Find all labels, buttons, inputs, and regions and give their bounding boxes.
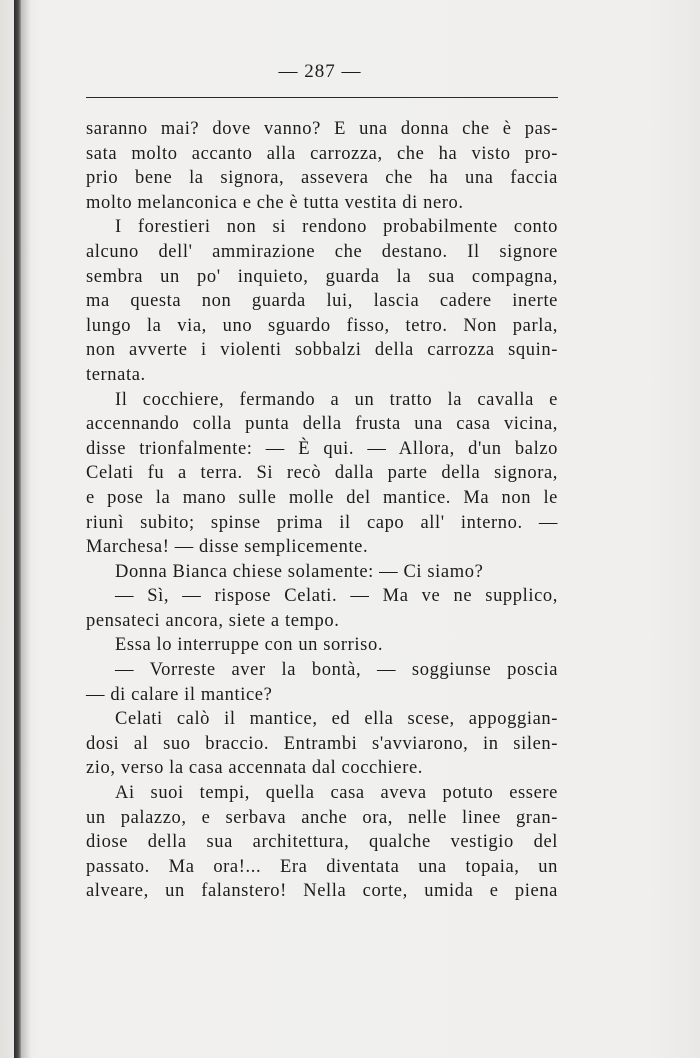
text-line: lungo la via, uno sguardo fisso, tetro. Non parla, bbox=[86, 315, 558, 336]
book-spine-edge bbox=[14, 0, 21, 1058]
text-line: Marchesa! — disse semplicemente. bbox=[86, 537, 369, 558]
text-line: molto melanconica e che è tutta vestita di nero. bbox=[86, 192, 464, 213]
text-line: pensateci ancora, siete a tempo. bbox=[86, 610, 340, 631]
text-line: Il cocchiere, fermando a un tratto la cavalla e bbox=[115, 389, 558, 410]
spine-shadow bbox=[21, 0, 31, 1058]
text-line: — Sì, — rispose Celati. — Ma ve ne supplico, bbox=[115, 586, 558, 607]
text-line: non avverte i violenti sobbalzi della carrozza squin- bbox=[86, 340, 558, 361]
text-line: alveare, un falanstero! Nella corte, umida e piena bbox=[86, 881, 558, 902]
text-line: — di calare il mantice? bbox=[86, 684, 273, 705]
text-line: Essa lo interruppe con un sorriso. bbox=[115, 635, 384, 656]
text-line: e pose la mano sulle molle del mantice. Ma non le bbox=[86, 487, 558, 508]
text-line: — Vorreste aver la bontà, — soggiunse poscia bbox=[115, 660, 558, 681]
text-line: sembra un po' inquieto, guarda la sua compagna, bbox=[86, 266, 558, 287]
body-text bbox=[86, 117, 558, 904]
text-line: saranno mai? dove vanno? E una donna che è pas- bbox=[86, 119, 558, 139]
text-line: Donna Bianca chiese solamente: — Ci siamo? bbox=[115, 561, 484, 582]
text-line: sata molto accanto alla carrozza, che ha visto pro- bbox=[86, 143, 558, 164]
page-number: — 287 — bbox=[278, 61, 362, 82]
text-line: ternata. bbox=[86, 364, 146, 385]
header-rule bbox=[86, 97, 558, 98]
text-line: Celati fu a terra. Si recò dalla parte della signora, bbox=[86, 463, 558, 484]
text-line: Ai suoi tempi, quella casa aveva potuto essere bbox=[115, 783, 558, 804]
text-line: zio, verso la casa accennata dal cocchiere. bbox=[86, 758, 424, 779]
text-line: dosi al suo braccio. Entrambi s'avviarono, in silen- bbox=[86, 733, 558, 754]
text-line: Celati calò il mantice, ed ella scese, appoggian- bbox=[115, 709, 558, 730]
text-line: accennando colla punta della frusta una casa vicina, bbox=[86, 414, 558, 435]
text-line: un palazzo, e serbava anche ora, nelle linee gran- bbox=[86, 807, 558, 828]
text-line: disse trionfalmente: — È qui. — Allora, d'un balzo bbox=[86, 438, 558, 459]
text-line: riunì subito; spinse prima il capo all' interno. — bbox=[86, 512, 558, 533]
text-line: ma questa non guarda lui, lascia cadere inerte bbox=[86, 291, 558, 312]
text-line: passato. Ma ora!... Era diventata una topaia, un bbox=[86, 856, 558, 877]
text-line: I forestieri non si rendono probabilmente conto bbox=[115, 217, 558, 238]
text-line: diose della sua architettura, qualche vestigio del bbox=[86, 832, 558, 853]
text-line: prio bene la signora, assevera che ha una faccia bbox=[86, 168, 558, 189]
text-line: alcuno dell' ammirazione che destano. Il signore bbox=[86, 241, 558, 262]
